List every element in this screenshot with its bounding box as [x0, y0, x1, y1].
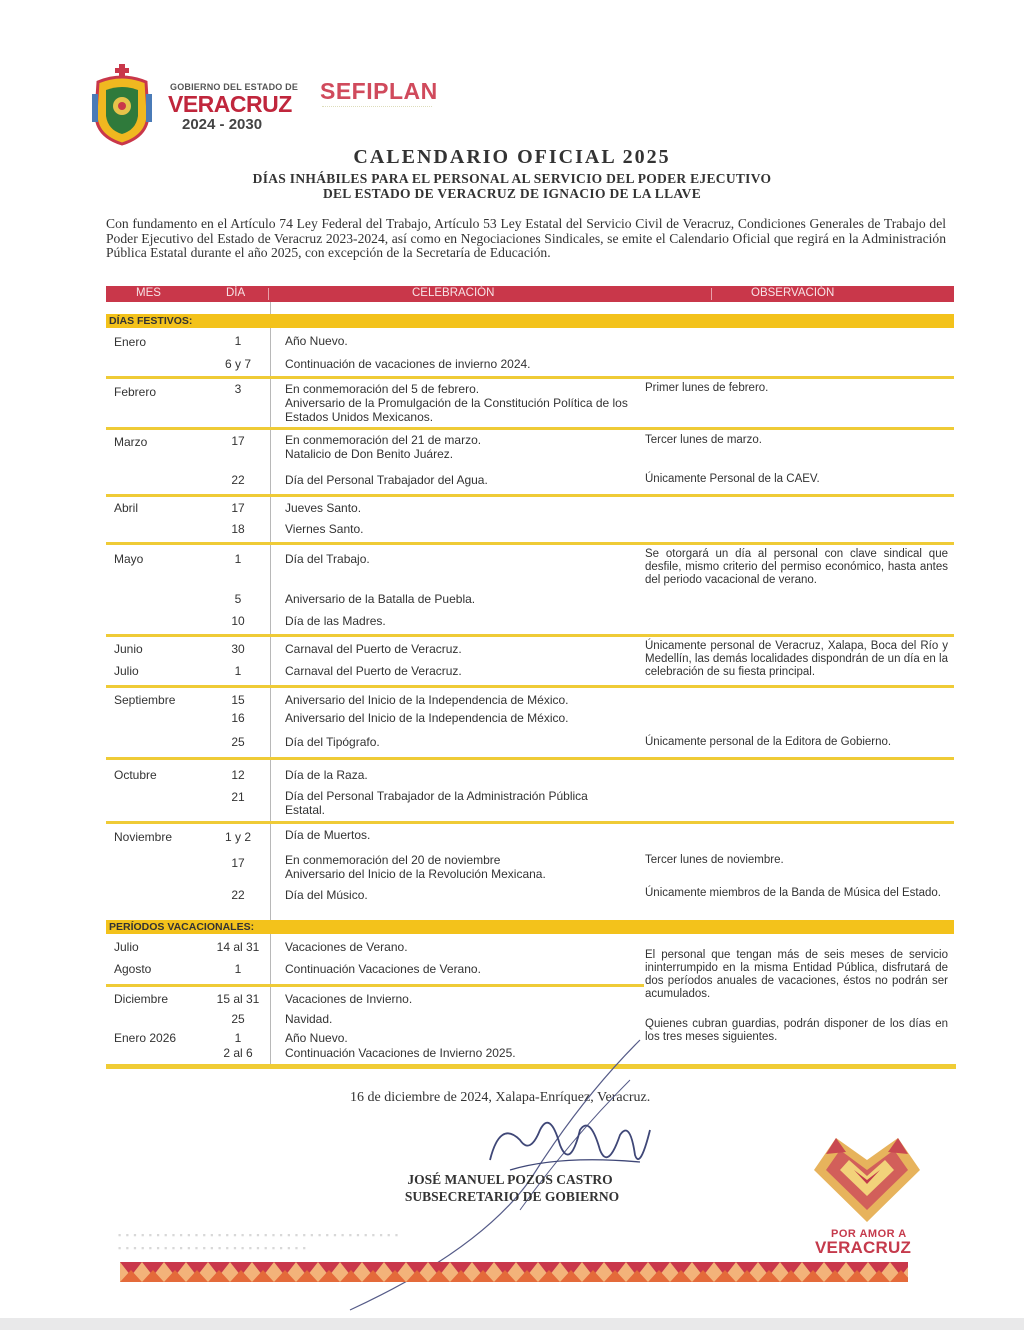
row-celebracion: Año Nuevo.: [285, 334, 348, 348]
row-celebracion: Viernes Santo.: [285, 522, 364, 536]
header-mes: MES: [136, 287, 161, 299]
table-header: [106, 286, 954, 302]
row-dia: 17: [231, 501, 245, 515]
por-amor-label: POR AMOR A: [831, 1228, 907, 1240]
intro-paragraph: Con fundamento en el Artículo 74 Ley Federal del Trabajo, Artículo 53 Ley Estatal del Servicio Civil de Veracruz, Condiciones Generales de Trabajo del Poder Ejecutivo del Estado de Veracruz 2023-2024, así como en Negociaciones Sindicales, se emite el Calendario Oficial que regirá en la Administración Pública Estatal durante el año 2025, con excepción de la Secretaría de Educación.: [106, 216, 946, 260]
row-celebracion: Jueves Santo.: [285, 501, 362, 515]
row-celebracion: En conmemoración del 21 de marzo. Natalicio de Don Benito Juárez.: [285, 433, 482, 461]
row-mes: Diciembre: [114, 992, 169, 1006]
row-divider: [106, 821, 954, 824]
vacaciones-observacion: El personal que tengan más de seis meses de servicio ininterrumpido en la misma Entidad Pública, disfrutará de dos períodos anuales de vacaciones, éstos no podrán ser acumulados.: [645, 949, 948, 1000]
column-divider: [270, 302, 271, 920]
row-dia: 18: [231, 522, 245, 536]
row-observacion: Se otorgará un día al personal con clave sindical que desfile, mismo criterio del permiso económico, hasta antes del periodo vacacional de verano.: [645, 548, 948, 586]
row-observacion: Tercer lunes de noviembre.: [645, 854, 784, 866]
row-observacion: Únicamente personal de la Editora de Gobierno.: [645, 736, 892, 748]
row-dia: 14 al 31: [216, 940, 260, 954]
row-observacion: Tercer lunes de marzo.: [645, 434, 762, 446]
por-amor-heart-logo-icon: [812, 1132, 922, 1224]
document-subtitle-line2: DEL ESTADO DE VERACRUZ DE IGNACIO DE LA LLAVE: [322, 186, 702, 201]
row-dia: 1: [234, 552, 242, 566]
row-mes: Julio: [114, 940, 139, 954]
row-celebracion: Carnaval del Puerto de Veracruz.: [285, 664, 462, 678]
column-divider: [270, 934, 271, 1064]
header-celebracion: CELEBRACIÓN: [412, 287, 495, 299]
row-celebracion: En conmemoración del 20 de noviembre Aniversario del Inicio de la Revolución Mexicana.: [285, 853, 546, 881]
row-mes: Febrero: [114, 385, 157, 399]
row-observacion: Primer lunes de febrero.: [645, 382, 769, 394]
row-dia: 10: [231, 614, 245, 628]
row-mes: Abril: [114, 501, 139, 515]
row-celebracion: Día del Personal Trabajador de la Administración Pública Estatal.: [285, 789, 588, 817]
row-celebracion: Día de la Raza.: [285, 768, 368, 782]
row-divider: [106, 757, 954, 760]
row-mes: Enero 2026: [114, 1031, 177, 1045]
row-divider: [106, 685, 954, 688]
veracruz-coat-of-arms-icon: [90, 64, 154, 146]
row-celebracion: Día de las Madres.: [285, 614, 386, 628]
row-celebracion: Día del Músico.: [285, 888, 368, 902]
row-divider: [106, 494, 954, 497]
row-dia: 12: [231, 768, 245, 782]
row-dia: 1: [234, 334, 242, 348]
row-celebracion: En conmemoración del 5 de febrero. Aniversario de la Promulgación de la Constitución Política de los Estados Unidos Mexicanos.: [285, 382, 628, 424]
vacaciones-band: [106, 920, 954, 934]
row-dia: 2 al 6: [223, 1046, 253, 1060]
festivos-band: [106, 314, 954, 328]
row-divider: [106, 427, 954, 430]
row-dia: 15 al 31: [216, 992, 260, 1006]
row-divider: [106, 542, 954, 545]
row-celebracion: Año Nuevo.: [285, 1031, 348, 1045]
document-subtitle-line1: DÍAS INHÁBILES PARA EL PERSONAL AL SERVICIO DEL PODER EJECUTIVO: [252, 171, 772, 186]
row-mes: Noviembre: [114, 830, 173, 844]
row-dia: 1: [234, 1031, 242, 1045]
gobierno-years-label: 2024 - 2030: [182, 116, 263, 133]
row-dia: 16: [231, 711, 245, 725]
row-dia: 1 y 2: [224, 830, 251, 844]
signer-name: JOSÉ MANUEL POZOS CASTRO: [407, 1172, 613, 1187]
row-celebracion: Carnaval del Puerto de Veracruz.: [285, 642, 462, 656]
por-amor-veracruz-label: VERACRUZ: [815, 1238, 912, 1257]
row-dia: 17: [231, 434, 245, 448]
row-dia: 22: [231, 888, 245, 902]
row-dia: 1: [234, 962, 242, 976]
row-dia: 25: [231, 1012, 245, 1026]
faint-contact-line: ▪ ▪ ▪ ▪ ▪ ▪ ▪ ▪ ▪ ▪ ▪ ▪ ▪ ▪ ▪ ▪ ▪ ▪ ▪ ▪ ▪ ▪ ▪ ▪ ▪: [118, 1243, 307, 1253]
vacaciones-label: PERÍODOS VACACIONALES:: [109, 921, 255, 933]
sefiplan-logo: SEFIPLAN: [320, 78, 438, 104]
row-celebracion: Aniversario del Inicio de la Independencia de México.: [285, 693, 569, 707]
row-dia: 15: [231, 693, 245, 707]
header-dia: DÍA: [226, 287, 246, 299]
row-celebracion: Aniversario de la Batalla de Puebla.: [285, 592, 476, 606]
header-separator: [268, 288, 269, 300]
row-dia: 25: [231, 735, 245, 749]
row-celebracion: Navidad.: [285, 1012, 333, 1026]
page-bottom-band: [0, 1318, 1024, 1330]
row-divider: [106, 376, 954, 379]
row-dia: 5: [234, 592, 242, 606]
row-celebracion: Aniversario del Inicio de la Independencia de México.: [285, 711, 569, 725]
row-celebracion: Continuación Vacaciones de Verano.: [285, 962, 481, 976]
row-dia: 22: [231, 473, 245, 487]
header-observacion: OBSERVACIÓN: [751, 287, 835, 299]
signer-title: SUBSECRETARIO DE GOBIERNO: [404, 1189, 620, 1204]
row-mes: Marzo: [114, 435, 148, 449]
row-dia: 3: [234, 382, 242, 396]
festivos-label: DÍAS FESTIVOS:: [109, 315, 193, 327]
document-date: 16 de diciembre de 2024, Xalapa-Enríquez, Veracruz.: [350, 1090, 651, 1105]
row-observacion: Únicamente Personal de la CAEV.: [645, 473, 820, 485]
row-dia: 1: [234, 664, 242, 678]
row-divider: [106, 984, 644, 987]
row-celebracion: Vacaciones de Verano.: [285, 940, 408, 954]
row-mes: Mayo: [114, 552, 144, 566]
sefiplan-subtitle-faint: [322, 106, 432, 110]
row-dia: 6 y 7: [224, 357, 251, 371]
document-title: CALENDARIO OFICIAL 2025: [353, 146, 671, 168]
row-mes: Junio: [114, 642, 143, 656]
row-divider: [106, 634, 954, 637]
faint-address-line: ▪ ▪ ▪ ▪ ▪ ▪ ▪ ▪ ▪ ▪ ▪ ▪ ▪ ▪ ▪ ▪ ▪ ▪ ▪ ▪ ▪ ▪ ▪ ▪ ▪ ▪ ▪ ▪ ▪ ▪ ▪ ▪ ▪ ▪ ▪ ▪ ▪: [118, 1230, 400, 1240]
row-celebracion: Día del Trabajo.: [285, 552, 370, 566]
header-separator: [711, 288, 712, 300]
row-celebracion: Día del Tipógrafo.: [285, 735, 380, 749]
gobierno-veracruz-label: VERACRUZ: [168, 91, 292, 117]
row-observacion: Únicamente personal de Veracruz, Xalapa, Boca del Río y Medellín, las demás localidades dispondrán de un día en la celebración de su fiesta principal.: [645, 640, 948, 678]
row-dia: 30: [231, 642, 245, 656]
row-celebracion: Continuación Vacaciones de Invierno 2025.: [285, 1046, 516, 1060]
row-celebracion: Continuación de vacaciones de invierno 2024.: [285, 357, 531, 371]
row-celebracion: Vacaciones de Invierno.: [285, 992, 413, 1006]
row-mes: Septiembre: [114, 693, 176, 707]
row-mes: Agosto: [114, 962, 152, 976]
row-mes: Julio: [114, 664, 139, 678]
guardias-observacion: Quienes cubran guardias, podrán disponer de los días en los tres meses siguientes.: [645, 1018, 948, 1043]
gobierno-small-label: GOBIERNO DEL ESTADO DE: [170, 82, 299, 92]
row-observacion: Únicamente miembros de la Banda de Música del Estado.: [645, 887, 941, 899]
row-mes: Enero: [114, 335, 147, 349]
row-dia: 21: [231, 790, 245, 804]
row-mes: Octubre: [114, 768, 157, 782]
decorative-zigzag-border: [120, 1262, 908, 1282]
row-dia: 17: [231, 856, 245, 870]
row-celebracion: Día de Muertos.: [285, 828, 371, 842]
row-celebracion: Día del Personal Trabajador del Agua.: [285, 473, 488, 487]
